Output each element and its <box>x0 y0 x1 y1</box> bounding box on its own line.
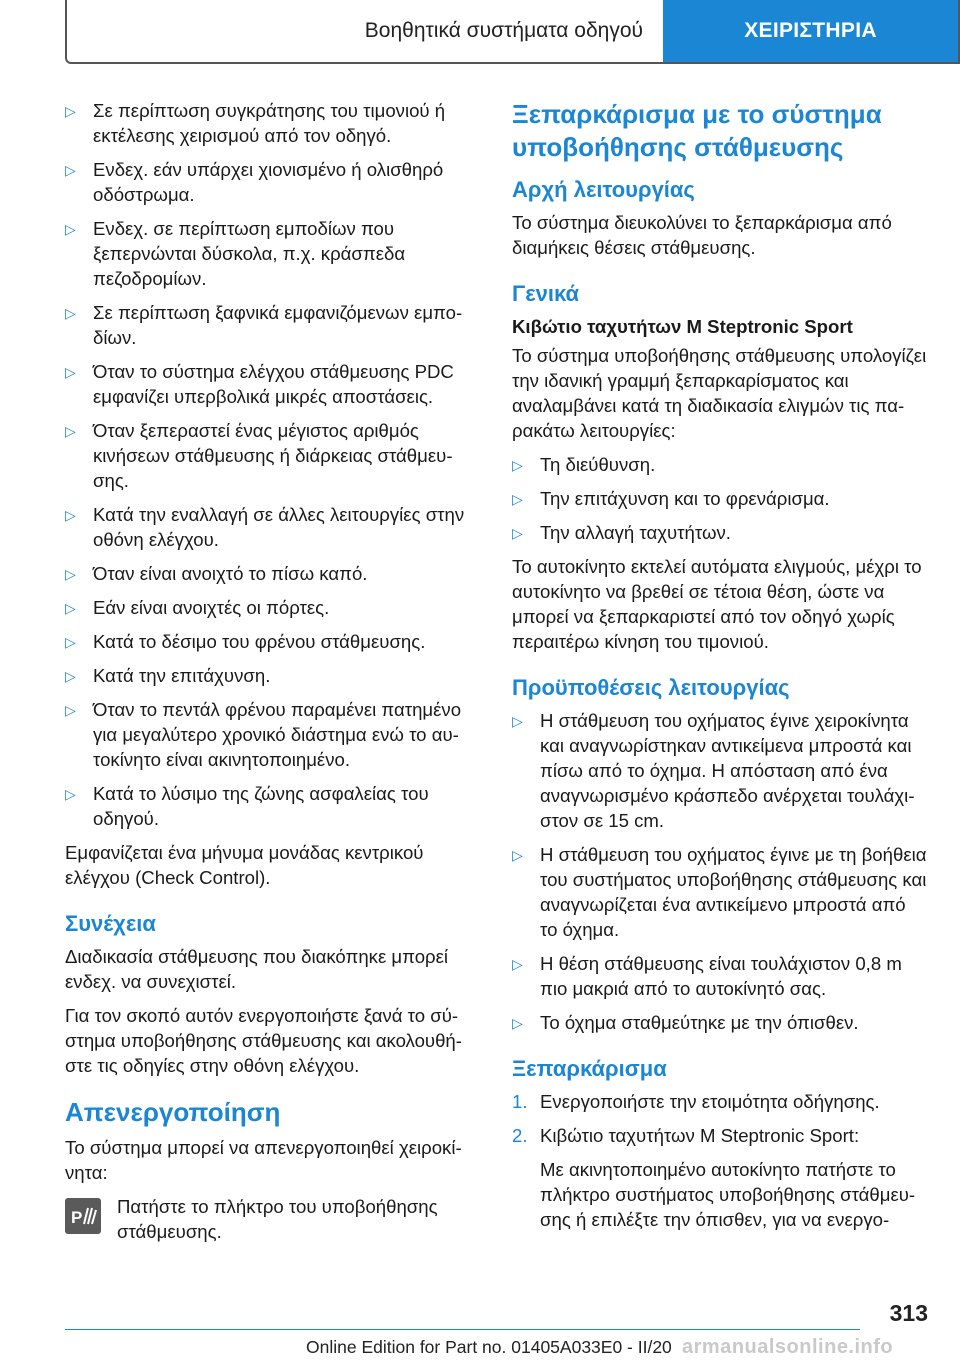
chapter-tab: ΧΕΙΡΙΣΤΗΡΙΑ <box>663 0 958 62</box>
bullet-triangle-icon: ▷ <box>65 634 76 650</box>
gearbox-subheading: Κιβώτιο ταχυτήτων M Steptronic Sport <box>512 316 853 337</box>
general-after-paragraph: Το αυτοκίνητο εκτελεί αυτόματα ελιγμούς, μέχρι το αυτοκίνητο να βρεθεί σε τέτοια θέση, ώστε να μπορεί να ξεπαρκαριστεί από τον οδηγό χωρίς περαιτέρω κίνηση του τιμονιού. <box>512 556 922 652</box>
functions-list <box>512 452 927 545</box>
list-item: ▷ Η στάθμευση του οχήματος έγινε με τη βοήθεια του συστήματος υποβοήθησης στάθμευσης και αναγνωρίζεται ένα αντικείμενο μπροστά από το όχημα. <box>512 844 927 940</box>
prerequisites-list <box>512 708 927 1035</box>
principle-heading: Αρχή λειτουργίας <box>512 177 695 202</box>
park-assist-button-icon <box>65 1198 101 1234</box>
list-item: ▷ Όταν το πεντάλ φρένου παραμένει πατημένο για μεγαλύτερο χρονικό διάστημα ενώ το αυτοκίνητο είναι ακινητοποιημένο. <box>65 699 462 770</box>
principle-paragraph: Το σύστημα διευκολύνει το ξεπαρκάρισμα από διαμήκεις θέσεις στάθμευσης. <box>512 212 892 258</box>
footer-divider <box>65 1329 860 1330</box>
list-item: ▷ Η θέση στάθμευσης είναι τουλάχιστον 0,8 m πιο μακριά από το αυτοκίνητό σας. <box>512 953 902 999</box>
step-number: 2. <box>512 1125 528 1146</box>
list-item: ▷ Όταν το σύστημα ελέγχου στάθμευσης PDC εμφανίζει υπερβολικά μικρές αποστάσεις. <box>65 361 454 407</box>
key-instruction <box>65 1194 477 1244</box>
list-item: ▷ Ενδεχ. σε περίπτωση εμποδίων που ξεπερνώνται δύσκολα, π.χ. κράσπεδα πεζοδρομίων. <box>65 218 406 289</box>
cancel-conditions-list <box>65 98 477 831</box>
bullet-triangle-icon: ▷ <box>65 364 76 380</box>
step2-detail: Με ακινητοποιημένο αυτοκίνητο πατήστε το πλήκτρο συστήματος υποβοήθησης στάθμευσης ή επιλέξτε την όπισθεν, για να ενεργο- <box>540 1159 916 1230</box>
list-item: ▷ Εάν είναι ανοιχτές οι πόρτες. <box>65 595 477 620</box>
bullet-triangle-icon: ▷ <box>512 713 523 729</box>
section-heading: Ξεπαρκάρισμα με το σύστημα υποβοήθησης στάθμευσης <box>512 99 882 162</box>
list-item: ▷ Κατά την επιτάχυνση. <box>65 663 477 688</box>
list-item: ▷ Όταν ξεπεραστεί ένας μέγιστος αριθμός κινήσεων στάθμευσης ή διάρκειας στάθμευσης. <box>65 420 453 491</box>
edition-note: Online Edition for Part no. 01405A033E0 - II/20 <box>306 1337 672 1357</box>
continue-heading: Συνέχεια <box>65 911 156 936</box>
bullet-triangle-icon: ▷ <box>512 1015 523 1031</box>
step-number: 1. <box>512 1091 528 1112</box>
right-column <box>512 98 927 1241</box>
bullet-triangle-icon: ▷ <box>65 702 76 718</box>
bullet-triangle-icon: ▷ <box>65 305 76 321</box>
general-paragraph: Το σύστημα υποβοήθησης στάθμευσης υπολογίζει την ιδανική γραμμή ξεπαρκαρίσματος και αναλαμβάνει κατά τη διαδικασία ελιγμών τις παρακάτω λειτουργίες: <box>512 345 927 441</box>
bullet-triangle-icon: ▷ <box>65 566 76 582</box>
list-item: ▷ Σε περίπτωση συγκράτησης του τιμονιού ή εκτέλεσης χειρισμού από τον οδηγό. <box>65 100 446 146</box>
bullet-triangle-icon: ▷ <box>65 221 76 237</box>
list-item: ▷ Το όχημα σταθμεύτηκε με την όπισθεν. <box>512 1010 927 1035</box>
bullet-triangle-icon: ▷ <box>65 103 76 119</box>
deactivate-heading: Απενεργοποίηση <box>65 1097 281 1127</box>
list-item: ▷ Ενδεχ. εάν υπάρχει χιονισμένο ή ολισθηρό οδόστρωμα. <box>65 159 444 205</box>
bullet-triangle-icon: ▷ <box>65 507 76 523</box>
list-item: ▷ Η στάθμευση του οχήματος έγινε χειροκίνητα και αναγνωρίστηκαν αντικείμενα μπροστά και πίσω από το όχημα. Η απόσταση από ένα αναγνωρισμένο κράσπεδο ανέρχεται τουλάχιστον σε 15 cm. <box>512 710 915 831</box>
list-item: ▷ Την επιτάχυνση και το φρενάρισμα. <box>512 486 927 511</box>
bullet-triangle-icon: ▷ <box>65 600 76 616</box>
list-item: ▷ Κατά το λύσιμο της ζώνης ασφαλείας του οδηγού. <box>65 783 429 829</box>
section-title: Βοηθητικά συστήματα οδηγού <box>364 19 643 42</box>
step-item: 1. Ενεργοποιήστε την ετοιμότητα οδήγησης. <box>512 1091 880 1112</box>
continue-paragraph-1: Διαδικασία στάθμευσης που διακόπηκε μπορεί ενδεχ. να συνεχιστεί. <box>65 946 449 992</box>
list-item: ▷ Σε περίπτωση ξαφνικά εμφανιζόμενων εμποδίων. <box>65 302 463 348</box>
bullet-triangle-icon: ▷ <box>512 457 523 473</box>
list-item: ▷ Κατά το δέσιμο του φρένου στάθμευσης. <box>65 629 477 654</box>
check-control-note: Εμφανίζεται ένα μήνυμα μονάδας κεντρικού ελέγχου (Check Control). <box>65 842 424 888</box>
page-number: 313 <box>889 1300 928 1326</box>
bullet-triangle-icon: ▷ <box>65 162 76 178</box>
left-column <box>65 98 477 1244</box>
bullet-triangle-icon: ▷ <box>65 668 76 684</box>
list-item: ▷ Τη διεύθυνση. <box>512 452 927 477</box>
unpark-heading: Ξεπαρκάρισμα <box>512 1056 667 1081</box>
list-item: ▷ Την αλλαγή ταχυτήτων. <box>512 520 927 545</box>
svg-text:P: P <box>71 1208 83 1227</box>
prerequisites-heading: Προϋποθέσεις λειτουργίας <box>512 675 790 700</box>
list-item: ▷ Κατά την εναλλαγή σε άλλες λειτουργίες στην οθόνη ελέγχου. <box>65 504 465 550</box>
bullet-triangle-icon: ▷ <box>65 786 76 802</box>
watermark: armanualsonline.info <box>682 1336 894 1358</box>
key-instruction-text: Πατήστε το πλήκτρο του υποβοήθησης στάθμευσης. <box>117 1196 438 1242</box>
unpark-steps <box>512 1089 927 1148</box>
step-item: 2. Κιβώτιο ταχυτήτων M Steptronic Sport: <box>512 1125 860 1146</box>
bullet-triangle-icon: ▷ <box>65 423 76 439</box>
page-header <box>65 0 960 64</box>
bullet-triangle-icon: ▷ <box>512 847 523 863</box>
continue-paragraph-2: Για τον σκοπό αυτόν ενεργοποιήστε ξανά το σύστημα υποβοήθησης στάθμευσης και ακολουθήστε τις οδηγίες στην οθόνη ελέγχου. <box>65 1005 462 1076</box>
bullet-triangle-icon: ▷ <box>512 956 523 972</box>
list-item: ▷ Όταν είναι ανοιχτό το πίσω καπό. <box>65 561 477 586</box>
deactivate-paragraph: Το σύστημα μπορεί να απενεργοποιηθεί χειροκίνητα: <box>65 1137 462 1183</box>
bullet-triangle-icon: ▷ <box>512 525 523 541</box>
bullet-triangle-icon: ▷ <box>512 491 523 507</box>
general-heading: Γενικά <box>512 281 580 306</box>
